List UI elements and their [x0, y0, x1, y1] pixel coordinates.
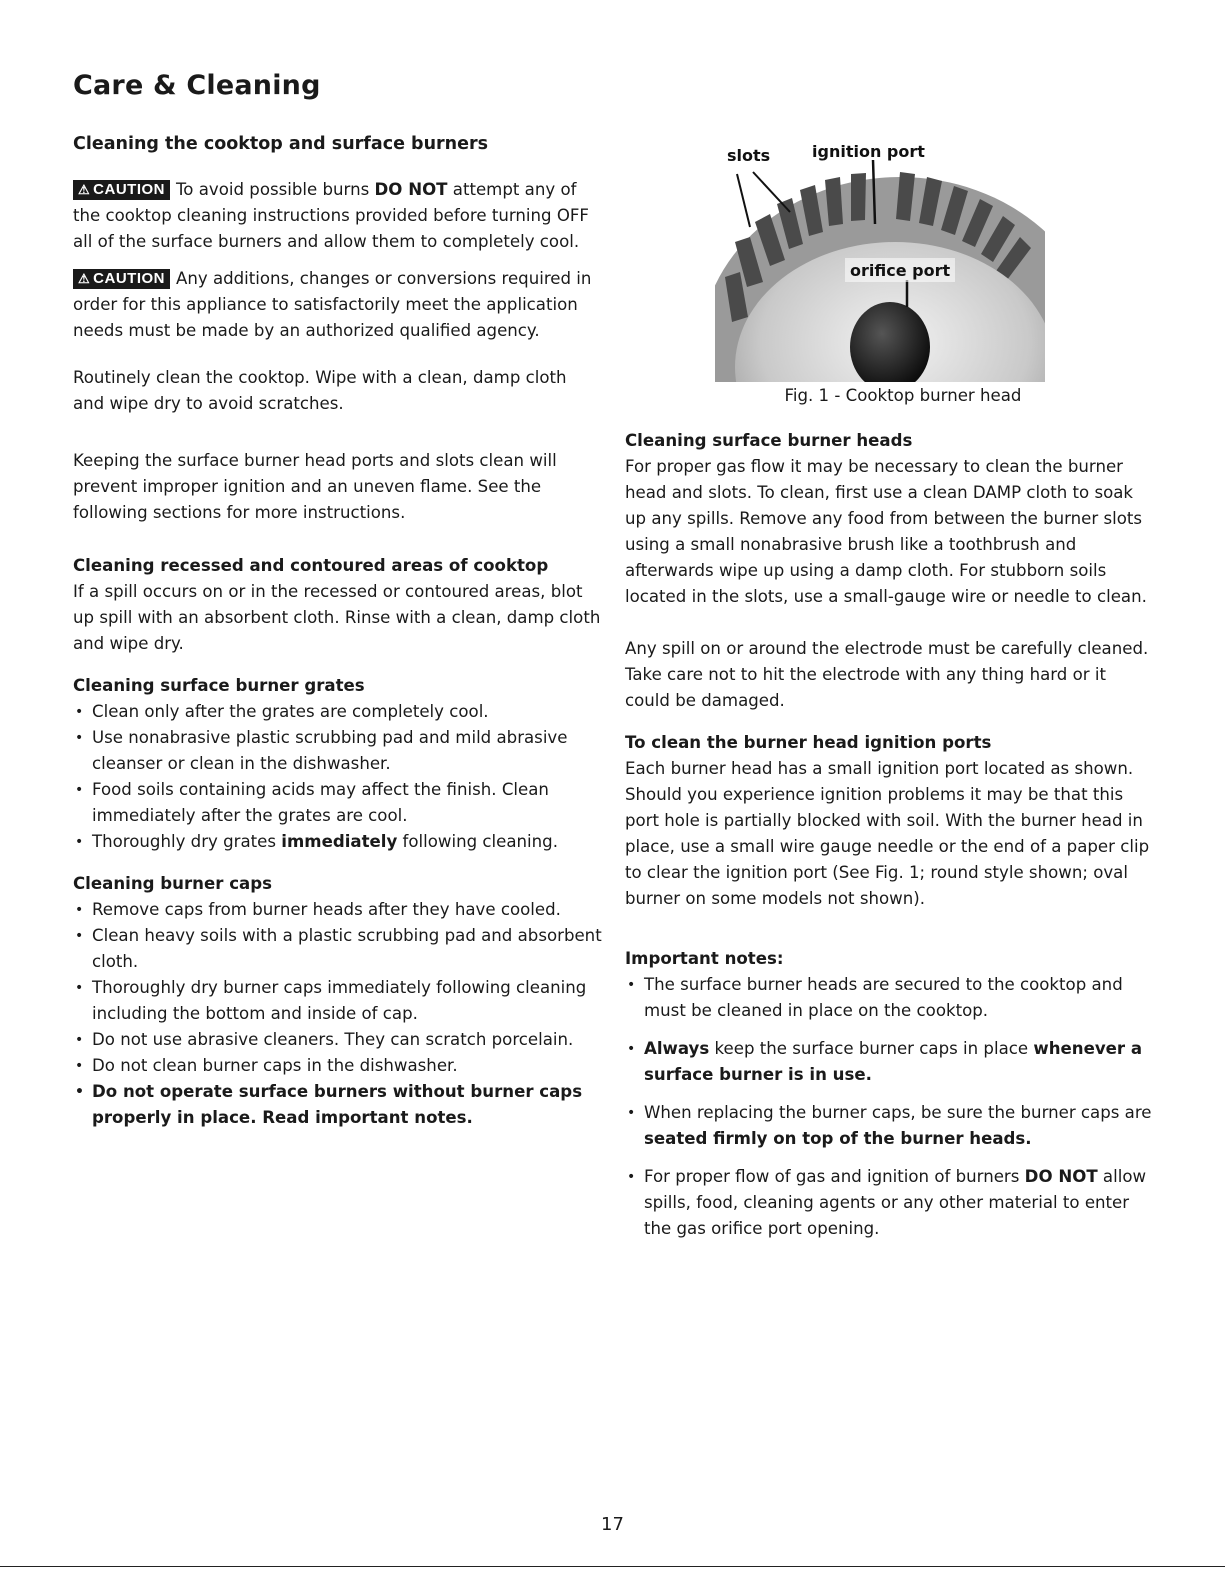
caps-heading: Cleaning burner caps: [73, 874, 272, 893]
caps-list: [73, 897, 603, 1131]
section-heading: Cleaning the cooktop and surface burners: [73, 134, 489, 154]
list-item: • Thoroughly dry grates immediately following cleaning.: [73, 829, 603, 855]
caution-badge: ⚠ CAUTION: [73, 269, 170, 289]
page-title: Care & Cleaning: [73, 70, 321, 101]
list-item: • For proper flow of gas and ignition of burners DO NOT allow spills, food, cleaning agents or any other material to enter the gas orifice port opening.: [625, 1164, 1155, 1242]
burner-heads-text: For proper gas flow it may be necessary to clean the burner head and slots. To clean, first use a clean DAMP cloth to soak up any spills. Remove any food from between the burner slots using a small nonabrasive brush like a toothbrush and afterwards wipe up using a damp cloth. For stubborn soils located in the slots, use a small-gauge wire or needle to clean.: [625, 457, 1147, 606]
recessed-text: If a spill occurs on or in the recessed or contoured areas, blot up spill with an absorbent cloth. Rinse with a clean, damp cloth and wipe dry.: [73, 582, 601, 653]
list-item: • Thoroughly dry burner caps immediately following cleaning including the bottom and inside of cap.: [73, 975, 603, 1027]
burner-head-photo: [715, 132, 1045, 382]
list-item: • Do not operate surface burners without burner caps properly in place. Read important notes.: [73, 1079, 603, 1131]
list-item: • Do not clean burner caps in the dishwasher.: [73, 1053, 603, 1079]
list-item: • Food soils containing acids may affect the finish. Clean immediately after the grates are cool.: [73, 777, 603, 829]
figure-caption: Fig. 1 - Cooktop burner head: [784, 386, 1022, 405]
slots-label: slots: [727, 146, 771, 165]
grates-list: [73, 699, 603, 855]
list-item: • Clean only after the grates are completely cool.: [73, 699, 603, 725]
warning-triangle-icon: ⚠: [78, 271, 91, 286]
ports-slots-paragraph: Keeping the surface burner head ports and slots clean will prevent improper ignition and an uneven flame. See the following sections for more instructions.: [73, 451, 557, 522]
caution-paragraph-conversions: ⚠ CAUTION Any additions, changes or conversions required in order for this appliance to satisfactorily meet the application needs must be made by an authorized qualified agency.: [73, 269, 592, 340]
caution-paragraph-burns: ⚠ CAUTION To avoid possible burns DO NOT attempt any of the cooktop cleaning instructions provided before turning OFF all of the surface burners and allow them to completely cool.: [73, 180, 589, 251]
list-item: • Always keep the surface burner caps in place whenever a surface burner is in use.: [625, 1036, 1155, 1088]
list-item: • When replacing the burner caps, be sure the burner caps are seated firmly on top of the burner heads.: [625, 1100, 1155, 1152]
page-number: 17: [601, 1514, 624, 1535]
grates-heading: Cleaning surface burner grates: [73, 676, 365, 695]
right-column: [625, 428, 1155, 1254]
recessed-heading: Cleaning recessed and contoured areas of cooktop: [73, 556, 549, 575]
burner-heads-heading: Cleaning surface burner heads: [625, 431, 913, 450]
list-item: • Do not use abrasive cleaners. They can scratch porcelain.: [73, 1027, 603, 1053]
list-item: • Remove caps from burner heads after they have cooled.: [73, 897, 603, 923]
caution-badge: ⚠ CAUTION: [73, 180, 170, 200]
ignition-port-label: ignition port: [812, 142, 925, 161]
ignition-ports-heading: To clean the burner head ignition ports: [625, 733, 992, 752]
burner-head-figure: [715, 132, 1045, 382]
important-notes-heading: Important notes:: [625, 949, 784, 968]
bottom-rule: [0, 1566, 1225, 1567]
important-notes-list: [625, 972, 1155, 1242]
orifice-port-label: orifice port: [850, 261, 951, 280]
electrode-text: Any spill on or around the electrode must be carefully cleaned. Take care not to hit the electrode with any thing hard or it could be damaged.: [625, 639, 1149, 710]
warning-triangle-icon: ⚠: [78, 182, 91, 197]
list-item: • The surface burner heads are secured to the cooktop and must be cleaned in place on the cooktop.: [625, 972, 1155, 1024]
list-item: • Use nonabrasive plastic scrubbing pad and mild abrasive cleanser or clean in the dishwasher.: [73, 725, 603, 777]
list-item: • Clean heavy soils with a plastic scrubbing pad and absorbent cloth.: [73, 923, 603, 975]
routine-clean-paragraph: Routinely clean the cooktop. Wipe with a clean, damp cloth and wipe dry to avoid scratches.: [73, 368, 567, 413]
ignition-ports-text: Each burner head has a small ignition port located as shown. Should you experience ignition problems it may be that this port hole is partially blocked with soil. With the burner head in place, use a small wire gauge needle or the end of a paper clip to clear the ignition port (See Fig. 1; round style shown; oval burner on some models not shown).: [625, 759, 1150, 908]
left-column: [73, 134, 603, 1131]
